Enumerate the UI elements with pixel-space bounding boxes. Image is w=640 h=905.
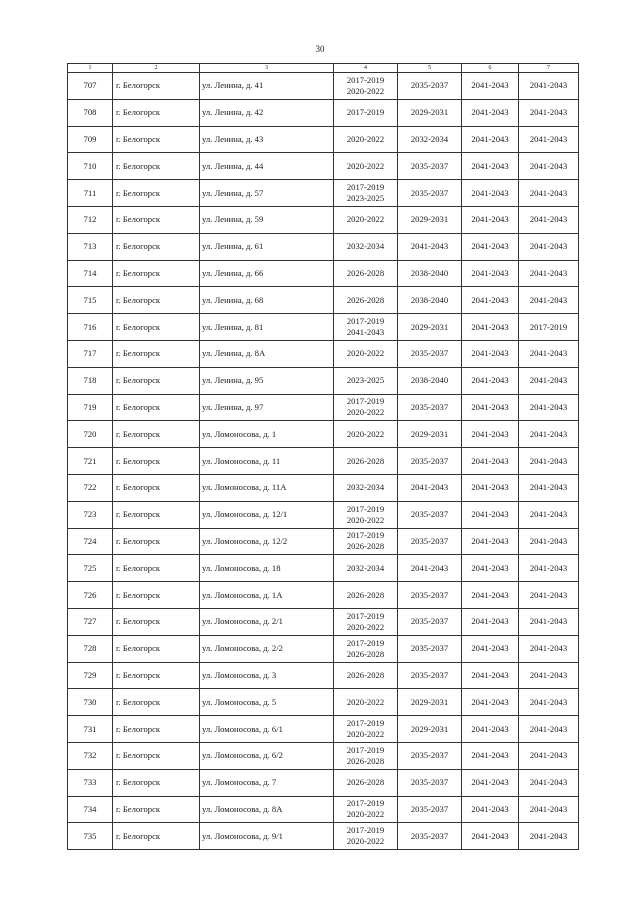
period-cell-5: 2038-2040 bbox=[398, 367, 462, 394]
table-row bbox=[68, 421, 579, 448]
period-cell-7: 2041-2043 bbox=[519, 448, 579, 475]
city-cell: г. Белогорск bbox=[113, 180, 200, 207]
period-cell-6: 2041-2043 bbox=[462, 528, 519, 555]
period-cell-5: 2029-2031 bbox=[398, 314, 462, 341]
column-header-1: 1 bbox=[68, 64, 113, 73]
header-row bbox=[68, 64, 579, 73]
period-cell-6: 2041-2043 bbox=[462, 769, 519, 796]
period-cell-7: 2041-2043 bbox=[519, 662, 579, 689]
period-cell-5: 2029-2031 bbox=[398, 716, 462, 743]
period-line: 2041-2043 bbox=[346, 327, 385, 338]
row-number: 724 bbox=[68, 528, 113, 555]
period-line: 2026-2028 bbox=[346, 267, 385, 278]
address-cell: ул. Ломоносова, д. 11А bbox=[200, 474, 334, 501]
period-cell-4 bbox=[334, 582, 398, 609]
period-line: 2017-2019 bbox=[346, 182, 385, 193]
period-cell-4 bbox=[334, 153, 398, 180]
address-cell: ул. Ломоносова, д. 18 bbox=[200, 555, 334, 582]
period-cell-5: 2035-2037 bbox=[398, 582, 462, 609]
city-cell: г. Белогорск bbox=[113, 474, 200, 501]
row-number: 732 bbox=[68, 742, 113, 769]
period-cell-5: 2035-2037 bbox=[398, 448, 462, 475]
row-number: 730 bbox=[68, 689, 113, 716]
period-cell-4 bbox=[334, 555, 398, 582]
city-cell: г. Белогорск bbox=[113, 608, 200, 635]
period-cell-6: 2041-2043 bbox=[462, 180, 519, 207]
table-body bbox=[68, 73, 579, 850]
period-cell-4 bbox=[334, 73, 398, 100]
row-number: 725 bbox=[68, 555, 113, 582]
table-row bbox=[68, 796, 579, 823]
period-line: 2017-2019 bbox=[346, 396, 385, 407]
period-cell-4 bbox=[334, 126, 398, 153]
period-cell-5: 2041-2043 bbox=[398, 555, 462, 582]
period-cell-6: 2041-2043 bbox=[462, 555, 519, 582]
address-cell: ул. Ленина, д. 97 bbox=[200, 394, 334, 421]
period-cell-4 bbox=[334, 287, 398, 314]
period-line: 2017-2019 bbox=[346, 718, 385, 729]
period-cell-4 bbox=[334, 474, 398, 501]
table-row bbox=[68, 742, 579, 769]
period-cell-7: 2041-2043 bbox=[519, 73, 579, 100]
row-number: 728 bbox=[68, 635, 113, 662]
row-number: 727 bbox=[68, 608, 113, 635]
period-cell-4 bbox=[334, 769, 398, 796]
row-number: 709 bbox=[68, 126, 113, 153]
period-line: 2017-2019 bbox=[346, 744, 385, 755]
period-cell-6: 2041-2043 bbox=[462, 73, 519, 100]
address-cell: ул. Ломоносова, д. 3 bbox=[200, 662, 334, 689]
table-row bbox=[68, 206, 579, 233]
period-cell-4 bbox=[334, 421, 398, 448]
period-cell-7: 2041-2043 bbox=[519, 233, 579, 260]
period-cell-7: 2041-2043 bbox=[519, 769, 579, 796]
period-cell-6: 2041-2043 bbox=[462, 260, 519, 287]
period-cell-6: 2041-2043 bbox=[462, 608, 519, 635]
period-cell-4 bbox=[334, 716, 398, 743]
table-header bbox=[68, 64, 579, 73]
period-cell-7: 2041-2043 bbox=[519, 608, 579, 635]
row-number: 733 bbox=[68, 769, 113, 796]
address-cell: ул. Ломоносова, д. 1 bbox=[200, 421, 334, 448]
table-row bbox=[68, 501, 579, 528]
address-cell: ул. Ленина, д. 81 bbox=[200, 314, 334, 341]
period-cell-4 bbox=[334, 180, 398, 207]
period-cell-4 bbox=[334, 340, 398, 367]
city-cell: г. Белогорск bbox=[113, 582, 200, 609]
address-cell: ул. Ломоносова, д. 8А bbox=[200, 796, 334, 823]
period-cell-7: 2041-2043 bbox=[519, 99, 579, 126]
period-line: 2026-2028 bbox=[346, 777, 385, 788]
address-cell: ул. Ленина, д. 66 bbox=[200, 260, 334, 287]
period-line: 2020-2022 bbox=[346, 729, 385, 740]
period-cell-4 bbox=[334, 448, 398, 475]
period-cell-6: 2041-2043 bbox=[462, 689, 519, 716]
period-cell-4 bbox=[334, 501, 398, 528]
city-cell: г. Белогорск bbox=[113, 394, 200, 421]
city-cell: г. Белогорск bbox=[113, 126, 200, 153]
period-line: 2017-2019 bbox=[346, 610, 385, 621]
period-line: 2017-2019 bbox=[346, 637, 385, 648]
period-cell-5: 2035-2037 bbox=[398, 608, 462, 635]
period-cell-6: 2041-2043 bbox=[462, 421, 519, 448]
period-cell-7: 2041-2043 bbox=[519, 823, 579, 850]
row-number: 734 bbox=[68, 796, 113, 823]
address-cell: ул. Ломоносова, д. 7 bbox=[200, 769, 334, 796]
column-header-6: 6 bbox=[462, 64, 519, 73]
address-cell: ул. Ломоносова, д. 1А bbox=[200, 582, 334, 609]
period-cell-4 bbox=[334, 608, 398, 635]
period-cell-4 bbox=[334, 99, 398, 126]
address-cell: ул. Ленина, д. 8А bbox=[200, 340, 334, 367]
period-cell-5: 2038-2040 bbox=[398, 260, 462, 287]
period-cell-6: 2041-2043 bbox=[462, 153, 519, 180]
table-row bbox=[68, 823, 579, 850]
period-line: 2020-2022 bbox=[346, 809, 385, 820]
row-number: 715 bbox=[68, 287, 113, 314]
period-cell-6: 2041-2043 bbox=[462, 474, 519, 501]
period-cell-6: 2041-2043 bbox=[462, 742, 519, 769]
period-cell-5: 2035-2037 bbox=[398, 796, 462, 823]
address-cell: ул. Ленина, д. 57 bbox=[200, 180, 334, 207]
period-cell-7: 2041-2043 bbox=[519, 742, 579, 769]
period-cell-6: 2041-2043 bbox=[462, 287, 519, 314]
table-row bbox=[68, 635, 579, 662]
row-number: 735 bbox=[68, 823, 113, 850]
period-cell-6: 2041-2043 bbox=[462, 635, 519, 662]
period-cell-7: 2041-2043 bbox=[519, 689, 579, 716]
address-cell: ул. Ленина, д. 59 bbox=[200, 206, 334, 233]
period-cell-5: 2035-2037 bbox=[398, 73, 462, 100]
period-cell-6: 2041-2043 bbox=[462, 796, 519, 823]
period-line: 2020-2022 bbox=[346, 214, 385, 225]
period-line: 2020-2022 bbox=[346, 428, 385, 439]
table-row bbox=[68, 260, 579, 287]
city-cell: г. Белогорск bbox=[113, 501, 200, 528]
row-number: 720 bbox=[68, 421, 113, 448]
table-row bbox=[68, 608, 579, 635]
city-cell: г. Белогорск bbox=[113, 314, 200, 341]
period-cell-7: 2041-2043 bbox=[519, 555, 579, 582]
city-cell: г. Белогорск bbox=[113, 823, 200, 850]
table-row bbox=[68, 126, 579, 153]
period-cell-4 bbox=[334, 796, 398, 823]
city-cell: г. Белогорск bbox=[113, 421, 200, 448]
table-row bbox=[68, 394, 579, 421]
address-cell: ул. Ленина, д. 42 bbox=[200, 99, 334, 126]
column-header-2: 2 bbox=[113, 64, 200, 73]
period-cell-5: 2029-2031 bbox=[398, 689, 462, 716]
row-number: 717 bbox=[68, 340, 113, 367]
address-cell: ул. Ломоносова, д. 5 bbox=[200, 689, 334, 716]
period-line: 2017-2019 bbox=[346, 798, 385, 809]
period-cell-5: 2035-2037 bbox=[398, 769, 462, 796]
city-cell: г. Белогорск bbox=[113, 153, 200, 180]
period-cell-5: 2035-2037 bbox=[398, 394, 462, 421]
table-row bbox=[68, 716, 579, 743]
table-row bbox=[68, 448, 579, 475]
period-cell-7: 2041-2043 bbox=[519, 394, 579, 421]
period-cell-6: 2041-2043 bbox=[462, 662, 519, 689]
table-row bbox=[68, 287, 579, 314]
period-line: 2020-2022 bbox=[346, 348, 385, 359]
period-cell-4 bbox=[334, 314, 398, 341]
period-cell-5: 2038-2040 bbox=[398, 287, 462, 314]
period-cell-7: 2041-2043 bbox=[519, 340, 579, 367]
row-number: 710 bbox=[68, 153, 113, 180]
period-cell-7: 2041-2043 bbox=[519, 260, 579, 287]
address-cell: ул. Ломоносова, д. 12/1 bbox=[200, 501, 334, 528]
period-cell-6: 2041-2043 bbox=[462, 716, 519, 743]
period-cell-7: 2041-2043 bbox=[519, 635, 579, 662]
period-cell-5: 2035-2037 bbox=[398, 153, 462, 180]
row-number: 708 bbox=[68, 99, 113, 126]
city-cell: г. Белогорск bbox=[113, 769, 200, 796]
address-cell: ул. Ленина, д. 41 bbox=[200, 73, 334, 100]
period-cell-4 bbox=[334, 635, 398, 662]
period-cell-6: 2041-2043 bbox=[462, 448, 519, 475]
city-cell: г. Белогорск bbox=[113, 528, 200, 555]
row-number: 711 bbox=[68, 180, 113, 207]
row-number: 716 bbox=[68, 314, 113, 341]
address-cell: ул. Ломоносова, д. 6/1 bbox=[200, 716, 334, 743]
housing-schedule-table bbox=[67, 63, 579, 850]
table-row bbox=[68, 73, 579, 100]
period-line: 2026-2028 bbox=[346, 589, 385, 600]
period-cell-6: 2041-2043 bbox=[462, 99, 519, 126]
table-row bbox=[68, 153, 579, 180]
period-line: 2026-2028 bbox=[346, 294, 385, 305]
address-cell: ул. Ленина, д. 95 bbox=[200, 367, 334, 394]
city-cell: г. Белогорск bbox=[113, 73, 200, 100]
city-cell: г. Белогорск bbox=[113, 448, 200, 475]
address-cell: ул. Ломоносова, д. 2/1 bbox=[200, 608, 334, 635]
column-header-5: 5 bbox=[398, 64, 462, 73]
period-cell-7: 2041-2043 bbox=[519, 180, 579, 207]
column-header-3: 3 bbox=[200, 64, 334, 73]
period-line: 2020-2022 bbox=[346, 696, 385, 707]
period-cell-6: 2041-2043 bbox=[462, 314, 519, 341]
period-line: 2017-2019 bbox=[346, 503, 385, 514]
period-cell-5: 2035-2037 bbox=[398, 742, 462, 769]
row-number: 718 bbox=[68, 367, 113, 394]
period-cell-4 bbox=[334, 823, 398, 850]
period-cell-7: 2041-2043 bbox=[519, 153, 579, 180]
period-line: 2026-2028 bbox=[346, 669, 385, 680]
city-cell: г. Белогорск bbox=[113, 689, 200, 716]
table-row bbox=[68, 367, 579, 394]
period-line: 2017-2019 bbox=[346, 107, 385, 118]
city-cell: г. Белогорск bbox=[113, 287, 200, 314]
period-line: 2020-2022 bbox=[346, 836, 385, 847]
city-cell: г. Белогорск bbox=[113, 742, 200, 769]
table-row bbox=[68, 99, 579, 126]
period-cell-4 bbox=[334, 528, 398, 555]
city-cell: г. Белогорск bbox=[113, 662, 200, 689]
table-row bbox=[68, 233, 579, 260]
period-cell-7: 2041-2043 bbox=[519, 126, 579, 153]
period-cell-7: 2041-2043 bbox=[519, 474, 579, 501]
period-cell-7: 2041-2043 bbox=[519, 287, 579, 314]
city-cell: г. Белогорск bbox=[113, 260, 200, 287]
city-cell: г. Белогорск bbox=[113, 796, 200, 823]
address-cell: ул. Ленина, д. 43 bbox=[200, 126, 334, 153]
period-cell-7: 2041-2043 bbox=[519, 582, 579, 609]
period-cell-5: 2035-2037 bbox=[398, 662, 462, 689]
period-cell-4 bbox=[334, 662, 398, 689]
period-cell-4 bbox=[334, 233, 398, 260]
period-line: 2032-2034 bbox=[346, 562, 385, 573]
period-cell-7: 2041-2043 bbox=[519, 528, 579, 555]
period-cell-4 bbox=[334, 689, 398, 716]
period-cell-7: 2041-2043 bbox=[519, 796, 579, 823]
address-cell: ул. Ленина, д. 44 bbox=[200, 153, 334, 180]
page-number: 30 bbox=[315, 44, 325, 54]
column-header-7: 7 bbox=[519, 64, 579, 73]
row-number: 707 bbox=[68, 73, 113, 100]
period-cell-4 bbox=[334, 742, 398, 769]
period-cell-6: 2041-2043 bbox=[462, 367, 519, 394]
period-cell-6: 2041-2043 bbox=[462, 823, 519, 850]
period-line: 2026-2028 bbox=[346, 455, 385, 466]
address-cell: ул. Ленина, д. 68 bbox=[200, 287, 334, 314]
row-number: 723 bbox=[68, 501, 113, 528]
row-number: 714 bbox=[68, 260, 113, 287]
row-number: 731 bbox=[68, 716, 113, 743]
period-line: 2020-2022 bbox=[346, 85, 385, 96]
period-line: 2026-2028 bbox=[346, 541, 385, 552]
period-cell-6: 2041-2043 bbox=[462, 501, 519, 528]
table-row bbox=[68, 180, 579, 207]
period-line: 2020-2022 bbox=[346, 514, 385, 525]
period-line: 2020-2022 bbox=[346, 133, 385, 144]
row-number: 726 bbox=[68, 582, 113, 609]
period-cell-7: 2041-2043 bbox=[519, 206, 579, 233]
table-row bbox=[68, 662, 579, 689]
city-cell: г. Белогорск bbox=[113, 367, 200, 394]
period-cell-6: 2041-2043 bbox=[462, 126, 519, 153]
row-number: 722 bbox=[68, 474, 113, 501]
period-cell-6: 2041-2043 bbox=[462, 394, 519, 421]
period-line: 2032-2034 bbox=[346, 482, 385, 493]
row-number: 719 bbox=[68, 394, 113, 421]
period-cell-6: 2041-2043 bbox=[462, 582, 519, 609]
city-cell: г. Белогорск bbox=[113, 340, 200, 367]
table-row bbox=[68, 340, 579, 367]
period-line: 2017-2019 bbox=[346, 825, 385, 836]
table-row bbox=[68, 582, 579, 609]
period-cell-4 bbox=[334, 260, 398, 287]
table-row bbox=[68, 555, 579, 582]
period-cell-6: 2041-2043 bbox=[462, 340, 519, 367]
address-cell: ул. Ломоносова, д. 6/2 bbox=[200, 742, 334, 769]
period-cell-5: 2035-2037 bbox=[398, 823, 462, 850]
period-line: 2023-2025 bbox=[346, 375, 385, 386]
period-cell-5: 2035-2037 bbox=[398, 501, 462, 528]
row-number: 721 bbox=[68, 448, 113, 475]
period-line: 2017-2019 bbox=[346, 316, 385, 327]
period-cell-5: 2041-2043 bbox=[398, 474, 462, 501]
table-row bbox=[68, 528, 579, 555]
period-cell-4 bbox=[334, 394, 398, 421]
period-line: 2017-2019 bbox=[346, 74, 385, 85]
period-cell-5: 2029-2031 bbox=[398, 99, 462, 126]
period-cell-7: 2041-2043 bbox=[519, 716, 579, 743]
period-cell-5: 2035-2037 bbox=[398, 528, 462, 555]
period-cell-7: 2041-2043 bbox=[519, 367, 579, 394]
row-number: 712 bbox=[68, 206, 113, 233]
table-row bbox=[68, 314, 579, 341]
address-cell: ул. Ломоносова, д. 9/1 bbox=[200, 823, 334, 850]
row-number: 729 bbox=[68, 662, 113, 689]
table-row bbox=[68, 689, 579, 716]
period-cell-4 bbox=[334, 206, 398, 233]
table-row bbox=[68, 769, 579, 796]
city-cell: г. Белогорск bbox=[113, 233, 200, 260]
city-cell: г. Белогорск bbox=[113, 555, 200, 582]
period-cell-5: 2029-2031 bbox=[398, 421, 462, 448]
period-line: 2020-2022 bbox=[346, 621, 385, 632]
period-cell-6: 2041-2043 bbox=[462, 206, 519, 233]
address-cell: ул. Ленина, д. 61 bbox=[200, 233, 334, 260]
city-cell: г. Белогорск bbox=[113, 716, 200, 743]
period-cell-5: 2041-2043 bbox=[398, 233, 462, 260]
period-cell-5: 2035-2037 bbox=[398, 635, 462, 662]
period-cell-7: 2041-2043 bbox=[519, 501, 579, 528]
period-line: 2026-2028 bbox=[346, 755, 385, 766]
address-cell: ул. Ломоносова, д. 2/2 bbox=[200, 635, 334, 662]
city-cell: г. Белогорск bbox=[113, 99, 200, 126]
address-cell: ул. Ломоносова, д. 11 bbox=[200, 448, 334, 475]
period-cell-5: 2035-2037 bbox=[398, 340, 462, 367]
period-line: 2023-2025 bbox=[346, 193, 385, 204]
period-line: 2020-2022 bbox=[346, 160, 385, 171]
row-number: 713 bbox=[68, 233, 113, 260]
period-line: 2017-2019 bbox=[346, 530, 385, 541]
address-cell: ул. Ломоносова, д. 12/2 bbox=[200, 528, 334, 555]
city-cell: г. Белогорск bbox=[113, 635, 200, 662]
period-line: 2026-2028 bbox=[346, 648, 385, 659]
city-cell: г. Белогорск bbox=[113, 206, 200, 233]
period-cell-6: 2041-2043 bbox=[462, 233, 519, 260]
table-row bbox=[68, 474, 579, 501]
column-header-4: 4 bbox=[334, 64, 398, 73]
period-cell-5: 2032-2034 bbox=[398, 126, 462, 153]
period-cell-7: 2041-2043 bbox=[519, 421, 579, 448]
period-cell-5: 2035-2037 bbox=[398, 180, 462, 207]
period-cell-4 bbox=[334, 367, 398, 394]
period-cell-5: 2029-2031 bbox=[398, 206, 462, 233]
period-line: 2032-2034 bbox=[346, 241, 385, 252]
period-line: 2020-2022 bbox=[346, 407, 385, 418]
period-cell-7: 2017-2019 bbox=[519, 314, 579, 341]
